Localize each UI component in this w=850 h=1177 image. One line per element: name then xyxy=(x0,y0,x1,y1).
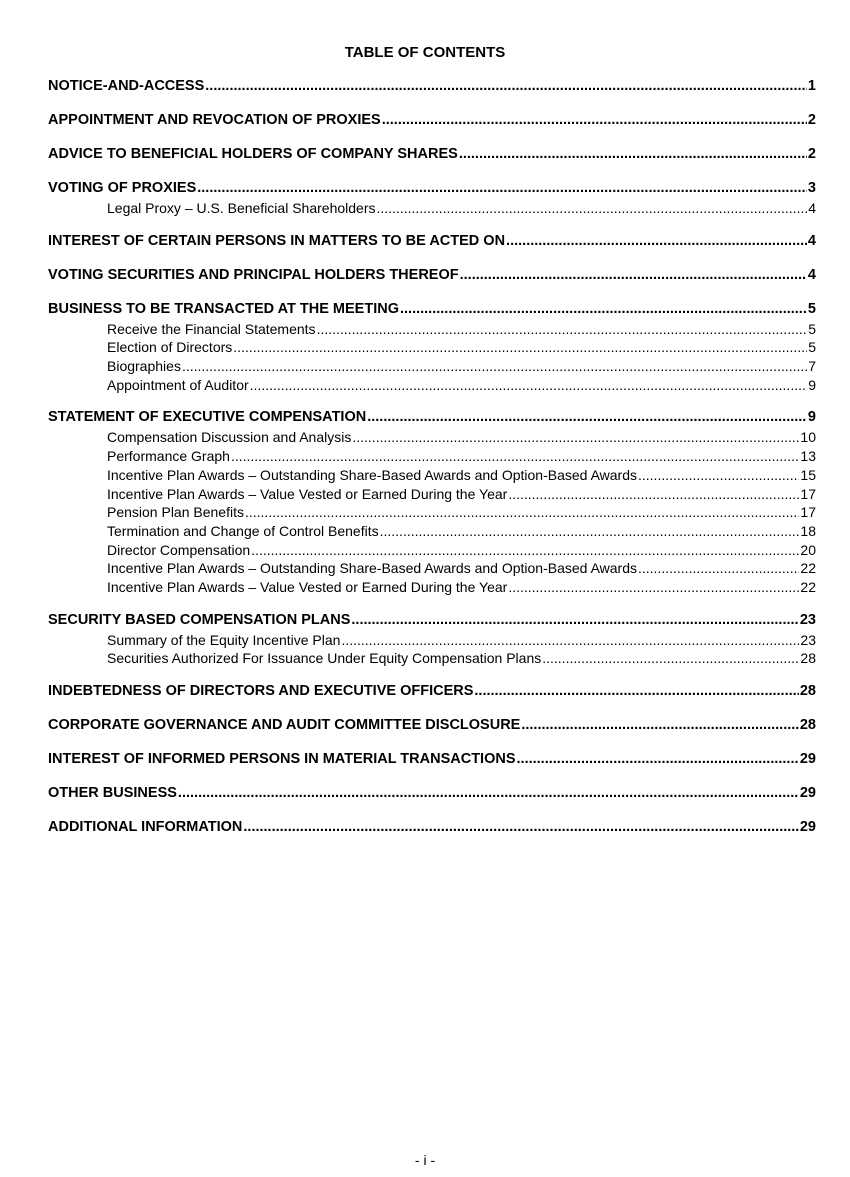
toc-entry[interactable] xyxy=(48,112,816,132)
toc-section xyxy=(48,301,816,396)
dot-leader xyxy=(341,632,799,648)
toc-subentry-title: Election of Directors xyxy=(107,339,233,356)
dot-leader xyxy=(459,146,807,162)
toc-subentry-page: 5 xyxy=(808,339,816,356)
toc-subentry-page: 15 xyxy=(800,466,816,483)
toc-entry[interactable] xyxy=(48,409,816,429)
toc-entry-page: 3 xyxy=(807,180,816,196)
toc-section xyxy=(48,717,816,737)
toc-title: TABLE OF CONTENTS xyxy=(344,44,506,61)
toc-entry-title: BUSINESS TO BE TRANSACTED AT THE MEETING xyxy=(48,300,399,317)
dot-leader xyxy=(517,751,799,767)
toc-subentry[interactable] xyxy=(48,339,816,358)
toc-subentry-page: 7 xyxy=(808,358,816,375)
toc-subentry[interactable] xyxy=(48,560,816,579)
toc-entry-page: 23 xyxy=(799,611,816,628)
page-number: - i - xyxy=(414,1152,436,1168)
toc-entry-title: INTEREST OF CERTAIN PERSONS IN MATTERS TO BE ACTED ON xyxy=(48,232,506,249)
toc-subentry-page: 9 xyxy=(808,376,816,393)
dot-leader xyxy=(243,819,798,835)
toc-section xyxy=(48,267,816,287)
dot-leader xyxy=(178,785,799,801)
toc-subentry-page: 18 xyxy=(800,522,816,539)
table-of-contents xyxy=(48,78,816,853)
toc-subentry-page: 22 xyxy=(800,560,816,577)
toc-entry-page: 28 xyxy=(799,683,816,699)
toc-subentry[interactable] xyxy=(48,448,816,467)
toc-subentry-title: Summary of the Equity Incentive Plan xyxy=(107,631,341,648)
toc-subentry-title: Incentive Plan Awards – Value Vested or Earned During the Year xyxy=(107,485,508,502)
toc-subentry-page: 4 xyxy=(808,200,816,216)
toc-entry[interactable] xyxy=(48,146,816,166)
toc-subentry-title: Compensation Discussion and Analysis xyxy=(107,429,352,446)
toc-subentry-page: 22 xyxy=(800,578,816,595)
toc-subentry-title: Pension Plan Benefits xyxy=(107,504,244,521)
toc-section xyxy=(48,112,816,132)
toc-section xyxy=(48,683,816,703)
toc-entry[interactable] xyxy=(48,819,816,839)
toc-subentry-title: Incentive Plan Awards – Outstanding Share-Based Awards and Option-Based Awards xyxy=(107,560,637,577)
toc-entry-title: OTHER BUSINESS xyxy=(48,785,177,801)
dot-leader xyxy=(508,486,799,502)
dot-leader xyxy=(474,683,798,699)
toc-section xyxy=(48,785,816,805)
toc-entry[interactable] xyxy=(48,78,816,98)
dot-leader xyxy=(205,78,807,94)
toc-subentry[interactable] xyxy=(48,523,816,542)
dot-leader xyxy=(382,112,807,128)
toc-entry[interactable] xyxy=(48,612,816,632)
toc-entry[interactable] xyxy=(48,180,816,200)
dot-leader xyxy=(638,560,799,576)
toc-subentry-page: 17 xyxy=(800,504,816,521)
toc-section xyxy=(48,78,816,98)
toc-subentry[interactable] xyxy=(48,650,816,669)
toc-section xyxy=(48,751,816,771)
toc-entry-title: INDEBTEDNESS OF DIRECTORS AND EXECUTIVE OFFICERS xyxy=(48,683,474,699)
toc-subentry-title: Appointment of Auditor xyxy=(107,376,249,393)
dot-leader xyxy=(376,200,807,216)
toc-entry-page: 2 xyxy=(807,112,816,128)
toc-entry-title: APPOINTMENT AND REVOCATION OF PROXIES xyxy=(48,112,381,128)
toc-entry-title: CORPORATE GOVERNANCE AND AUDIT COMMITTEE DISCLOSURE xyxy=(48,717,521,733)
toc-subentry-page: 10 xyxy=(800,429,816,446)
dot-leader xyxy=(233,339,807,355)
dot-leader xyxy=(521,717,799,733)
toc-subentry-title: Incentive Plan Awards – Value Vested or Earned During the Year xyxy=(107,578,508,595)
toc-entry-page: 4 xyxy=(807,232,816,249)
toc-entry-title: VOTING OF PROXIES xyxy=(48,180,197,196)
toc-entry-page: 4 xyxy=(807,266,816,283)
toc-section xyxy=(48,819,816,839)
toc-section xyxy=(48,612,816,669)
toc-subentry-page: 13 xyxy=(800,448,816,465)
toc-subentry-title: Receive the Financial Statements xyxy=(107,320,316,337)
dot-leader xyxy=(245,504,799,520)
dot-leader xyxy=(351,612,798,628)
dot-leader xyxy=(638,467,799,483)
dot-leader xyxy=(352,429,799,445)
toc-subentry-title: Incentive Plan Awards – Outstanding Share-Based Awards and Option-Based Awards xyxy=(107,466,637,483)
toc-subentry-title: Securities Authorized For Issuance Under Equity Compensation Plans xyxy=(107,650,542,667)
toc-entry-page: 1 xyxy=(807,78,816,94)
toc-entry-title: VOTING SECURITIES AND PRINCIPAL HOLDERS THEREOF xyxy=(48,266,459,283)
toc-entry-page: 5 xyxy=(807,300,816,317)
toc-subentry[interactable] xyxy=(48,486,816,505)
dot-leader xyxy=(367,409,807,425)
toc-entry-title: SECURITY BASED COMPENSATION PLANS xyxy=(48,611,351,628)
dot-leader xyxy=(542,650,799,666)
toc-entry-title: ADDITIONAL INFORMATION xyxy=(48,819,243,835)
toc-entry-page: 2 xyxy=(807,146,816,162)
toc-entry-title: ADVICE TO BENEFICIAL HOLDERS OF COMPANY SHARES xyxy=(48,146,458,162)
toc-subentry-title: Legal Proxy – U.S. Beneficial Shareholders xyxy=(107,200,376,216)
toc-subentry-page: 23 xyxy=(800,631,816,648)
toc-entry-title: NOTICE-AND-ACCESS xyxy=(48,78,205,94)
toc-subentry[interactable] xyxy=(48,377,816,396)
toc-subentry-title: Termination and Change of Control Benefits xyxy=(107,522,379,539)
toc-entry-page: 9 xyxy=(807,409,816,426)
toc-subentry[interactable] xyxy=(48,542,816,561)
toc-subentry-page: 5 xyxy=(808,320,816,337)
toc-entry-title: INTEREST OF INFORMED PERSONS IN MATERIAL TRANSACTIONS xyxy=(48,751,516,767)
toc-entry[interactable] xyxy=(48,301,816,321)
dot-leader xyxy=(380,523,800,539)
toc-subentry[interactable] xyxy=(48,358,816,377)
dot-leader xyxy=(508,579,799,595)
toc-subentry-page: 28 xyxy=(800,650,816,667)
toc-subentry[interactable] xyxy=(48,579,816,598)
toc-subentry-title: Biographies xyxy=(107,358,181,375)
toc-entry[interactable] xyxy=(48,267,816,287)
toc-entry-page: 28 xyxy=(799,717,816,733)
toc-entry[interactable] xyxy=(48,233,816,253)
toc-section xyxy=(48,146,816,166)
toc-subentry-page: 17 xyxy=(800,485,816,502)
dot-leader xyxy=(317,321,808,337)
toc-subentry[interactable] xyxy=(48,504,816,523)
dot-leader xyxy=(400,301,807,317)
toc-subentry[interactable] xyxy=(48,321,816,340)
toc-subentry-page: 20 xyxy=(800,541,816,558)
toc-subentry[interactable] xyxy=(48,200,816,219)
dot-leader xyxy=(231,448,799,464)
toc-section xyxy=(48,409,816,597)
toc-section xyxy=(48,180,816,219)
toc-entry[interactable] xyxy=(48,717,816,737)
dot-leader xyxy=(197,180,807,196)
toc-subentry-title: Director Compensation xyxy=(107,541,251,558)
toc-subentry[interactable] xyxy=(48,632,816,651)
dot-leader xyxy=(251,542,799,558)
toc-entry-page: 29 xyxy=(799,751,816,767)
toc-entry[interactable] xyxy=(48,683,816,703)
toc-entry-page: 29 xyxy=(799,785,816,801)
dot-leader xyxy=(182,358,807,374)
toc-section xyxy=(48,233,816,253)
toc-subentry-title: Performance Graph xyxy=(107,448,230,465)
toc-subentry[interactable] xyxy=(48,467,816,486)
toc-entry-title: STATEMENT OF EXECUTIVE COMPENSATION xyxy=(48,409,367,426)
dot-leader xyxy=(506,233,807,249)
toc-entry[interactable] xyxy=(48,751,816,771)
toc-entry-page: 29 xyxy=(799,819,816,835)
dot-leader xyxy=(250,377,808,393)
toc-entry[interactable] xyxy=(48,785,816,805)
toc-subentry[interactable] xyxy=(48,429,816,448)
dot-leader xyxy=(460,267,807,283)
